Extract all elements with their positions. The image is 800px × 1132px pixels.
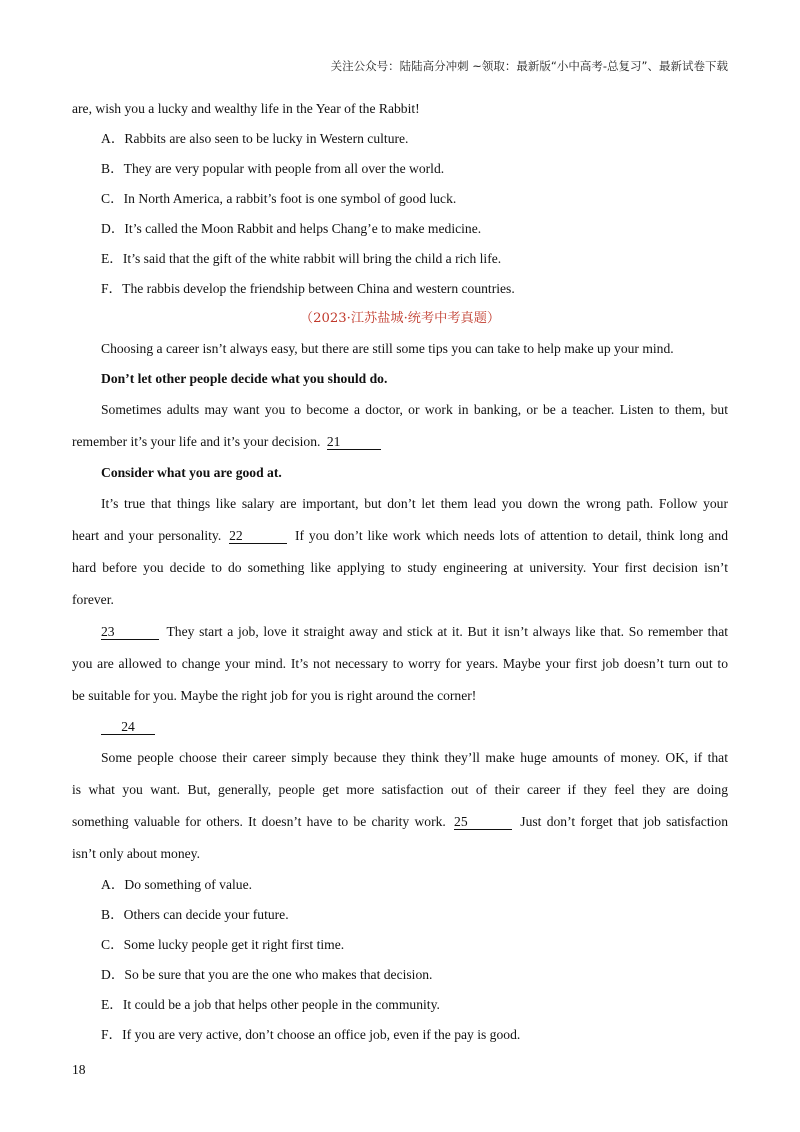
prev-option-b: B．They are very popular with people from all over the world. xyxy=(101,161,445,176)
heading-dont-let-others: Don’t let other people decide what you should do. xyxy=(101,371,388,386)
paragraph3-text: They start a job, love it straight away and stick at it. But it isn’t always like that. So remember that xyxy=(166,624,729,639)
prev-option-e: E．It’s said that the gift of the white rabbit will bring the child a rich life. xyxy=(101,251,502,266)
paragraph2-line4: forever. xyxy=(72,592,114,607)
paragraph1-line2 xyxy=(72,426,728,458)
document-body xyxy=(72,94,728,1050)
blank-24[interactable]: 24 xyxy=(101,720,155,735)
paragraph4-text-b: Just don’t forget that job satisfaction xyxy=(520,814,728,829)
page-number: 18 xyxy=(72,1062,86,1077)
paragraph3-line1 xyxy=(72,616,728,648)
question-source: （2023·江苏盐城·统考中考真题） xyxy=(299,311,501,326)
paragraph2-text-a: heart and your personality. xyxy=(72,528,222,543)
option-f: F．If you are very active, don’t choose an office job, even if the pay is good. xyxy=(101,1027,521,1042)
passage-intro: Choosing a career isn’t always easy, but there are still some tips you can take to help make up your mind. xyxy=(101,341,674,356)
heading-blank-24-line xyxy=(72,712,728,742)
blank-23[interactable]: 23 xyxy=(101,625,159,640)
paragraph4-line2: is what you want. But, generally, people get more satisfaction out of their career if they feel they are doing xyxy=(72,782,728,797)
heading-consider: Consider what you are good at. xyxy=(101,465,282,480)
option-a: A．Do something of value. xyxy=(101,877,253,892)
paragraph4-line3 xyxy=(72,806,728,838)
option-c: C．Some lucky people get it right first time. xyxy=(101,937,345,952)
prev-option-d: D．It’s called the Moon Rabbit and helps Chang’e to make medicine. xyxy=(101,221,482,236)
blank-25[interactable]: 25 xyxy=(454,815,512,830)
page-header: 关注公众号：陆陆高分冲刺 ~领取：最新版“小中高考-总复习”、最新试卷下载 xyxy=(330,59,728,73)
option-b: B．Others can decide your future. xyxy=(101,907,289,922)
blank-22[interactable]: 22 xyxy=(229,529,287,544)
paragraph2-line2 xyxy=(72,520,728,552)
paragraph3-line2: you are allowed to change your mind. It’s not necessary to worry for years. Maybe your first job doesn’t turn out to xyxy=(72,656,728,671)
option-d: D．So be sure that you are the one who makes that decision. xyxy=(101,967,433,982)
paragraph4-text-a: something valuable for others. It doesn’t have to be charity work. xyxy=(72,814,446,829)
prev-option-c: C．In North America, a rabbit’s foot is one symbol of good luck. xyxy=(101,191,457,206)
paragraph2-line1: It’s true that things like salary are important, but don’t let them lead you down the wrong path. Follow your xyxy=(101,496,728,511)
option-e: E．It could be a job that helps other people in the community. xyxy=(101,997,440,1012)
prev-option-f: F．The rabbis develop the friendship between China and western countries. xyxy=(101,281,515,296)
paragraph2-text-b: If you don’t like work which needs lots of attention to detail, think long and xyxy=(295,528,728,543)
paragraph4-line1: Some people choose their career simply because they think they’ll make huge amounts of money. OK, if that xyxy=(101,750,728,765)
paragraph1-text: remember it’s your life and it’s your decision. xyxy=(72,434,321,449)
blank-21[interactable]: 21 xyxy=(327,435,381,450)
prev-question-tail: are, wish you a lucky and wealthy life in the Year of the Rabbit! xyxy=(72,101,420,116)
paragraph4-line4: isn’t only about money. xyxy=(72,846,200,861)
prev-option-a: A．Rabbits are also seen to be lucky in Western culture. xyxy=(101,131,409,146)
paragraph3-line3: be suitable for you. Maybe the right job for you is right around the corner! xyxy=(72,688,477,703)
paragraph2-line3: hard before you decide to do something like applying to study engineering at university. Your first decision isn’t xyxy=(72,560,728,575)
paragraph1-line1: Sometimes adults may want you to become a doctor, or work in banking, or be a teacher. Listen to them, but xyxy=(101,402,728,417)
